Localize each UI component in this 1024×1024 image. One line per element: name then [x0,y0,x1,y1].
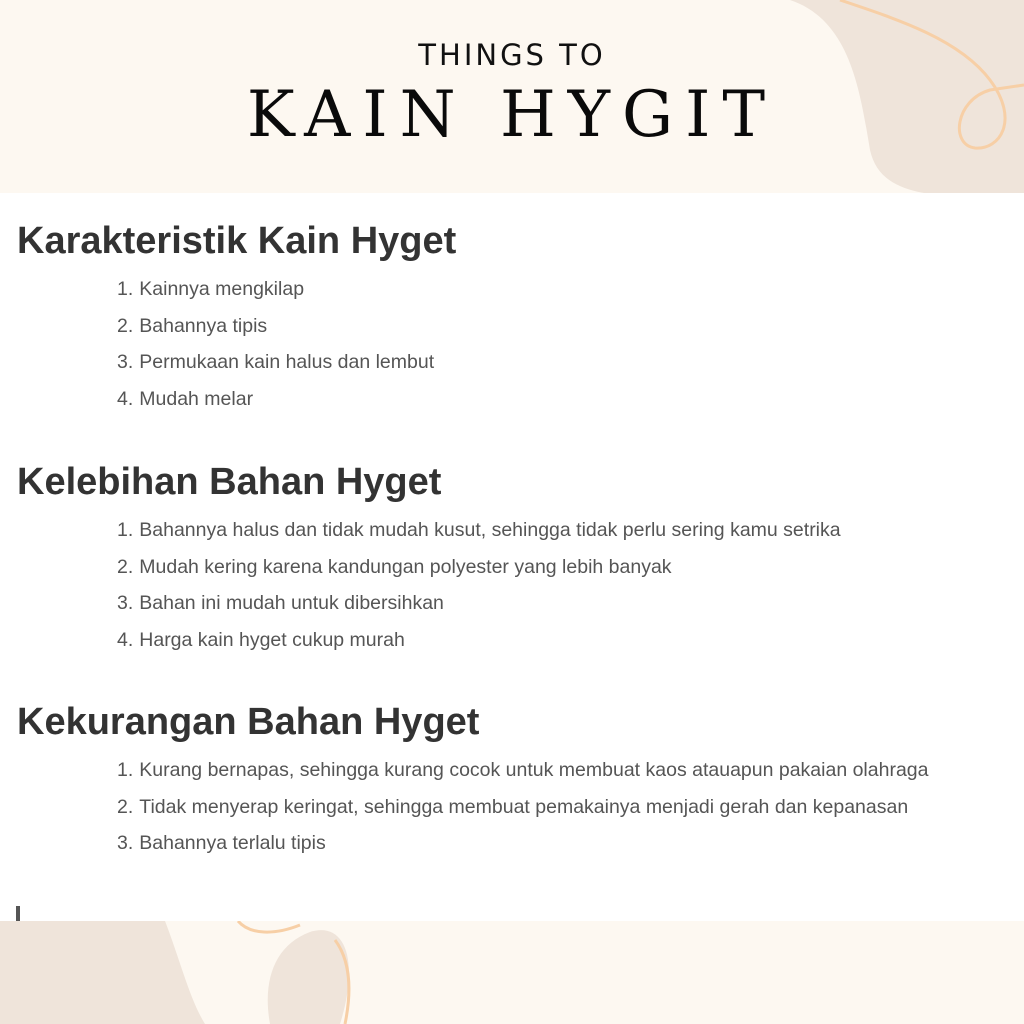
list-item: 1. Kainnya mengkilap [117,278,305,300]
list-item: 2. Mudah kering karena kandungan polyester yang lebih banyak [117,555,672,578]
list-item: 4. Mudah melar [117,387,254,410]
section-heading: Kekurangan Bahan Hyget [17,701,480,743]
text-cursor [16,906,20,921]
list-item: 4. Harga kain hyget cukup murah [117,628,405,651]
list-item: 3. Bahannya terlalu tipis [117,832,326,854]
bottom-line [238,921,300,932]
list-item: 1. Kurang bernapas, sehingga kurang cocok untuk membuat kaos atauapun pakaian olahraga [117,759,929,781]
header [0,0,1024,192]
list-item: 3. Permukaan kain halus dan lembut [117,351,435,373]
section-list [117,271,434,417]
section-list [117,752,928,862]
section-heading: Kelebihan Bahan Hyget [17,461,442,503]
list-item: 1. Bahannya halus dan tidak mudah kusut, sehingga tidak perlu sering kamu setrika [117,519,841,541]
section-kelebihan [17,460,1024,651]
list-item: 2. Tidak menyerap keringat, sehingga membuat pemakainya menjadi gerah dan kepanasan [117,795,909,818]
section-list [117,512,841,658]
header-title: KAIN HYGIT [246,78,778,152]
bottom-left-blob [0,921,205,1024]
list-item: 2. Bahannya tipis [117,314,268,337]
section-heading: Karakteristik Kain Hyget [17,220,457,262]
list-item: 3. Bahan ini mudah untuk dibersihkan [117,592,444,614]
section-karakteristik [17,219,1024,410]
section-kekurangan [17,700,1024,854]
header-kicker: THINGS TO [418,38,606,72]
content-panel [0,193,1024,921]
